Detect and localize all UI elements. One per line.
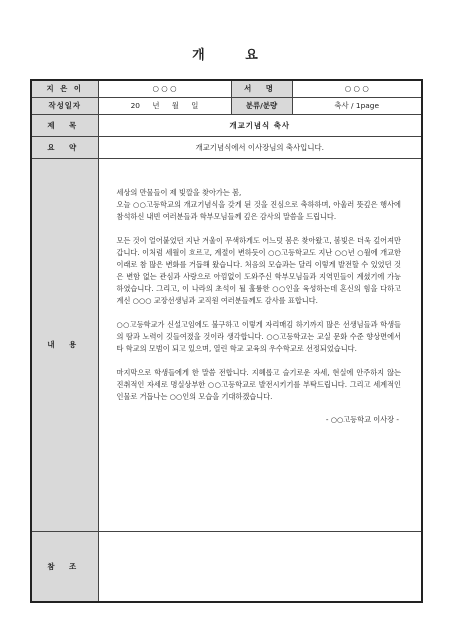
summary-label: 요 약 <box>31 136 98 158</box>
signature-label: 서 명 <box>231 80 292 97</box>
subject-value[interactable]: 개교기념식 축사 <box>98 114 422 136</box>
author-row <box>31 80 422 97</box>
date-row <box>31 97 422 114</box>
signature-value[interactable]: ○ ○ ○ <box>292 80 422 97</box>
subject-row <box>31 114 422 136</box>
content-label: 내 용 <box>31 158 98 531</box>
summary-form-table <box>30 79 423 603</box>
date-value[interactable]: 20 년 월 일 <box>98 97 231 114</box>
content-row <box>31 158 422 531</box>
notes-row <box>31 531 422 602</box>
category-label: 분류/분량 <box>231 97 292 114</box>
content-cell[interactable] <box>98 158 422 531</box>
page-title: 개 요 <box>192 48 276 63</box>
summary-value[interactable]: 개교기념식에서 이사장님의 축사입니다. <box>98 136 422 158</box>
category-value[interactable]: 축사 / 1page <box>292 97 422 114</box>
content-paragraph: 마지막으로 학생들에게 한 말씀 전합니다. 지혜롭고 슬기로운 자세, 현실에 안주하지 않는 진취적인 자세로 명실상부한 ○○고등학교로 발전시키기를 부탁드립니다. 그리고 세계적인 인물로 거듭나는 ○○인의 모습을 기대하겠습니다. <box>116 367 404 401</box>
content-paragraph: 모든 것이 얼어붙었던 지난 겨울이 무색하게도 어느덧 봄은 찾아왔고, 봄빛은 더욱 깊어져만 갑니다. 이처럼 세월이 흐르고, 계절이 변하듯이 ○○고등학교도 지난 ○○년 ○월에 개교한 이래로 참 많은 변화를 거듭해 왔습니다. 처음의 모습과는 달리 이렇게 발전할 수 있었던 것은 변함 없는 관심과 사랑으로 아낌없이 도와주신 학부모님들과 지역민들이 계셨기에 가능하였습니다. 그리고, 이 나라의 초석이 될 훌륭한 ○○인을 육성하는데 혼신의 힘을 다하고 계신 ○○○ 교장선생님과 교직원 여러분들께도 감사를 표합니다. <box>116 235 404 305</box>
author-value[interactable]: ○ ○ ○ <box>98 80 231 97</box>
author-label: 지 은 이 <box>31 80 98 97</box>
content-body <box>99 159 422 403</box>
notes-label: 참 조 <box>31 531 98 602</box>
date-label: 작성일자 <box>31 97 98 114</box>
content-signature: - ○○고등학교 이사장 - <box>325 414 399 424</box>
content-paragraph: 세상의 만물들이 제 빛깔을 찾아가는 봄, 오늘 ○○고등학교의 개교기념식을 갖게 된 것을 진심으로 축하하며, 아울러 뜻깊은 행사에 참석하신 내빈 여러분들과 학부모님들께 깊은 감사의 말씀을 드립니다. <box>116 187 401 221</box>
content-paragraph: ○○고등학교가 신설고임에도 불구하고 이렇게 자리매김 하기까지 많은 선생님들과 학생들의 땀과 노력이 깃들여졌을 것이라 생각합니다. ○○고등학교는 교실 문화 수준 향상면에서 타 학교의 모범이 되고 있으며, 열린 학교 교육의 우수학교로 선정되었습니다. <box>116 319 404 353</box>
notes-value[interactable] <box>98 531 422 602</box>
subject-label: 제 목 <box>31 114 98 136</box>
summary-row <box>31 136 422 158</box>
